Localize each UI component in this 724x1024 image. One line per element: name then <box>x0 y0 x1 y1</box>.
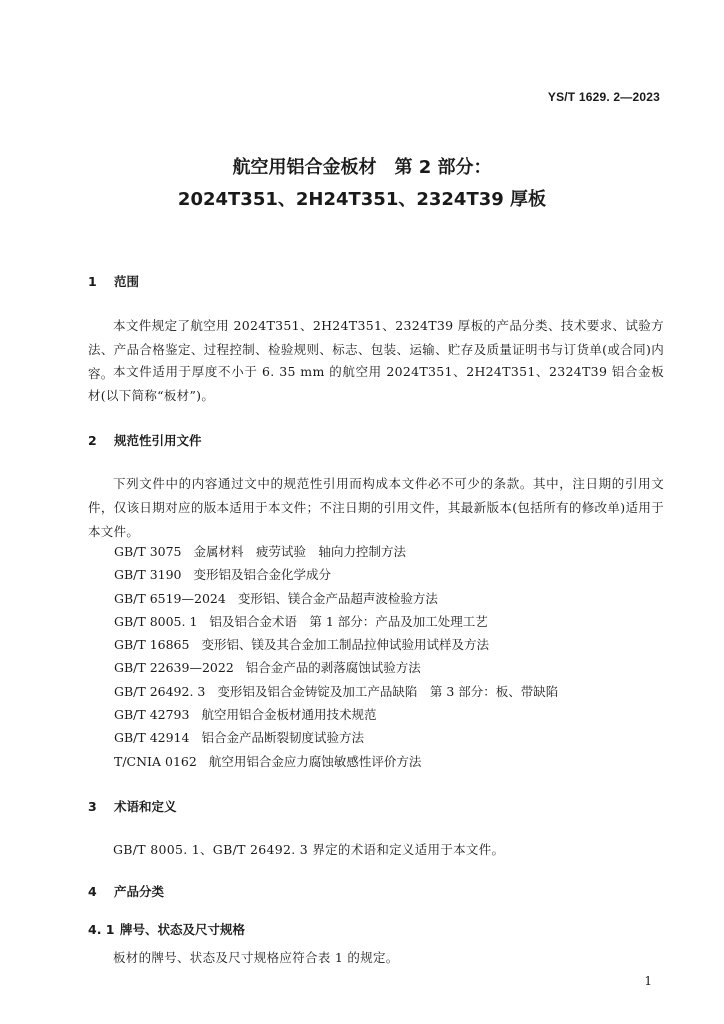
reference-code: GB/T 42914 <box>114 730 190 746</box>
reference-item <box>114 750 558 773</box>
section-heading-terms <box>88 797 177 815</box>
grade-paragraph: 板材的牌号、状态及尺寸规格应符合表 1 的规定。 <box>113 950 399 965</box>
scope-paragraph-1: 本文件规定了航空用 2024T351、2H24T351、2324T39 厚板的产品分类、技术要求、试验方法、产品合格鉴定、过程控制、检验规则、标志、包装、运输、贮存及质量证明书与订货单(或合同)内容。 <box>88 318 664 381</box>
section-title: 范围 <box>114 274 140 289</box>
scope-paragraph-2: 本文件适用于厚度不小于 6. 35 mm 的航空用 2024T351、2H24T351、2324T39 铝合金板材(以下简称“板材”)。 <box>88 364 664 403</box>
reference-title: 铝合金产品的剥落腐蚀试验方法 <box>245 660 421 676</box>
subsection-heading-grade <box>88 920 245 938</box>
section-number: 4 <box>88 884 97 899</box>
reference-item <box>114 563 558 586</box>
page-number: 1 <box>644 974 652 988</box>
reference-code: GB/T 22639—2022 <box>114 660 234 676</box>
reference-title: 航空用铝合金应力腐蚀敏感性评价方法 <box>208 753 422 769</box>
reference-code: GB/T 16865 <box>114 637 190 653</box>
document-title-line-1: 航空用铝合金板材 第 2 部分： <box>232 157 492 178</box>
reference-title: 变形铝及铝合金铸锭及加工产品缺陷 第 3 部分：板、带缺陷 <box>217 683 559 699</box>
reference-code: GB/T 8005. 1 <box>114 613 198 629</box>
section-number: 2 <box>88 433 97 448</box>
section-title: 规范性引用文件 <box>114 433 202 448</box>
section-heading-normative-references <box>88 431 202 449</box>
reference-title: 铝合金产品断裂韧度试验方法 <box>201 730 364 746</box>
reference-item <box>114 680 558 703</box>
reference-title: 变形铝及铝合金化学成分 <box>193 567 332 583</box>
reference-item <box>114 540 558 563</box>
normative-intro-paragraph: 下列文件中的内容通过文中的规范性引用而构成本文件必不可少的条款。其中，注日期的引用文件，仅该日期对应的版本适用于本文件；不注日期的引用文件，其最新版本(包括所有的修改单)适用于本文件。 <box>88 476 664 539</box>
reference-title: 金属材料 疲劳试验 轴向力控制方法 <box>193 544 407 559</box>
section-number: 3 <box>88 799 97 814</box>
section-title: 牌号、状态及尺寸规格 <box>120 922 246 937</box>
reference-item <box>114 656 558 679</box>
reference-item <box>114 633 558 656</box>
reference-code: GB/T 3190 <box>114 567 182 583</box>
standard-code: YS/T 1629. 2—2023 <box>547 90 660 104</box>
reference-item <box>114 703 558 726</box>
reference-item <box>114 587 558 610</box>
reference-title: 变形铝、镁合金产品超声波检验方法 <box>237 590 438 606</box>
section-number: 4. 1 <box>88 922 115 937</box>
reference-code: T/CNIA 0162 <box>114 753 197 769</box>
reference-title: 变形铝、镁及其合金加工制品拉伸试验用试样及方法 <box>201 637 489 653</box>
document-title-line-2: 2024T351、2H24T351、2324T39 厚板 <box>177 189 547 210</box>
terms-paragraph: GB/T 8005. 1、GB/T 26492. 3 界定的术语和定义适用于本文件。 <box>113 842 505 857</box>
section-number: 1 <box>88 274 97 289</box>
reference-item <box>114 610 558 633</box>
reference-code: GB/T 42793 <box>114 707 190 723</box>
section-title: 产品分类 <box>114 884 165 899</box>
reference-list <box>114 540 558 773</box>
section-heading-classification <box>88 882 164 900</box>
section-title: 术语和定义 <box>114 799 177 814</box>
reference-title: 铝及铝合金术语 第 1 部分：产品及加工处理工艺 <box>209 613 488 629</box>
reference-code: GB/T 6519—2024 <box>114 590 226 606</box>
reference-code: GB/T 3075 <box>114 544 182 559</box>
section-heading-scope <box>88 272 139 290</box>
reference-title: 航空用铝合金板材通用技术规范 <box>201 707 377 723</box>
reference-item <box>114 726 558 749</box>
reference-code: GB/T 26492. 3 <box>114 683 206 699</box>
